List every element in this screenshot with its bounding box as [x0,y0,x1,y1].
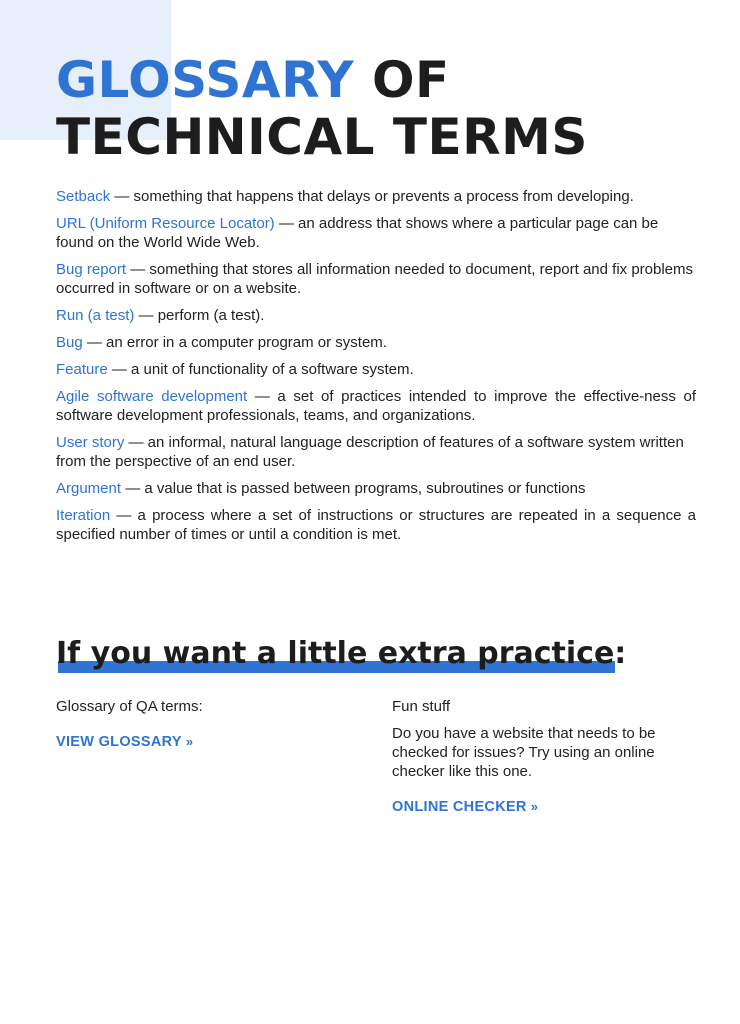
glossary-entry [56,506,696,544]
glossary-list [56,187,696,552]
title-accent: GLOSSARY [56,51,355,109]
glossary-entry [56,360,696,379]
glossary-definition: — perform (a test). [134,307,265,324]
view-glossary-label: VIEW GLOSSARY [56,734,182,750]
online-checker-link[interactable] [392,799,538,815]
glossary-entry [56,479,696,498]
title-line2: TECHNICAL TERMS [56,108,588,166]
glossary-definition: — an informal, natural language description of features of a software system written from the perspective of an end user. [56,434,684,470]
glossary-entry [56,387,696,425]
double-chevron-right-icon: » [530,799,539,814]
glossary-of-qa-label: Glossary of QA terms: [56,698,203,715]
online-checker-label: ONLINE CHECKER [392,799,527,815]
glossary-term: Feature [56,361,108,378]
double-chevron-right-icon: » [185,734,194,749]
glossary-term: Setback [56,188,111,205]
fun-stuff-label: Fun stuff [392,698,451,715]
glossary-definition: — something that happens that delays or prevents a process from developing. [110,188,634,205]
glossary-term: User story [56,434,125,451]
glossary-entry [56,433,696,471]
glossary-definition: — something that stores all information needed to document, report and fix problems occurred in software or on a website. [56,261,694,297]
glossary-entry [56,306,696,325]
glossary-entry [56,333,696,352]
glossary-definition: — a unit of functionality of a software system. [107,361,414,378]
fun-stuff-text: Do you have a website that needs to be checked for issues? Try using an online checker like this one. [392,725,656,780]
glossary-definition: — an address that shows where a particular page can be found on the World Wide Web. [56,215,659,251]
glossary-term: Bug report [56,261,127,278]
glossary-entry [56,187,696,206]
glossary-term: Agile software development [56,388,248,405]
practice-heading-text: If you want a little extra practice: [56,636,627,671]
glossary-definition: — a set of practices intended to improve the effective-ness of software development professionals, teams, and organizations. [56,388,696,424]
glossary-term: Run (a test) [56,307,135,324]
glossary-term: Bug [56,334,83,351]
glossary-definition: — an error in a computer program or system. [82,334,387,351]
glossary-entry [56,214,696,252]
glossary-term: URL (Uniform Resource Locator) [56,215,275,232]
view-glossary-link[interactable] [56,734,193,750]
practice-heading [56,634,656,674]
glossary-definition: — a value that is passed between programs, subroutines or functions [121,480,586,497]
glossary-entry [56,260,696,298]
page-title [56,52,696,166]
fun-stuff-column [392,697,692,816]
glossary-term: Argument [56,480,122,497]
title-of: OF [372,51,450,109]
glossary-definition: — a process where a set of instructions or structures are repeated in a sequence a specified number of times or until a condition is met. [56,507,696,543]
glossary-term: Iteration [56,507,111,524]
glossary-link-column [56,697,356,751]
